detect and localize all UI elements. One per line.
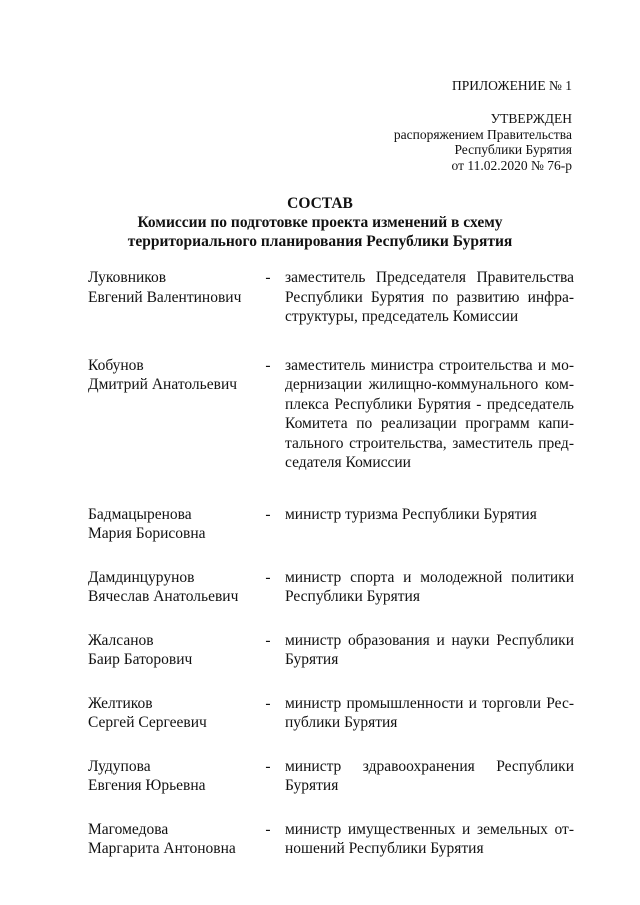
member-dash: - xyxy=(265,820,271,838)
member-surname: Желтиков xyxy=(88,694,153,712)
member-entry xyxy=(88,568,574,607)
member-given-name: Евгения Юрьевна xyxy=(88,777,206,794)
member-role: министр спорта и молодежной политики Республики Бурятия xyxy=(285,568,574,605)
member-entry xyxy=(88,757,574,796)
member-surname: Дамдинцурунов xyxy=(88,568,195,586)
member-name xyxy=(88,820,251,859)
member-dash: - xyxy=(265,631,271,649)
member-given-name: Мария Борисовна xyxy=(88,525,206,542)
document-title: СОСТАВ xyxy=(287,195,353,212)
member-dash: - xyxy=(265,757,271,775)
document-subtitle-line: Комиссии по подготовке проекта изменений в схему xyxy=(137,214,503,231)
member-dash: - xyxy=(265,694,271,712)
member-entry xyxy=(88,694,574,733)
approved-line: УТВЕРЖДЕН xyxy=(490,111,572,126)
member-given-name: Маргарита Антоновна xyxy=(88,840,236,857)
member-entry xyxy=(88,268,574,327)
member-surname: Луковников xyxy=(88,269,167,286)
approved-line: от 11.02.2020 № 76-р xyxy=(451,157,572,173)
member-dash: - xyxy=(265,356,271,374)
member-given-name: Сергей Сергеевич xyxy=(88,714,207,731)
approved-line: Республики Бурятия xyxy=(454,142,572,157)
member-dash: - xyxy=(265,269,271,286)
member-name xyxy=(88,631,251,670)
member-entry xyxy=(88,631,574,670)
member-name xyxy=(88,568,251,607)
member-name xyxy=(88,268,251,307)
member-surname: Кобунов xyxy=(88,356,144,374)
member-name xyxy=(88,757,251,796)
member-role: заместитель Председателя Правительства Республики Бурятия по развитию инфраструктуры, председатель Комиссии xyxy=(285,269,574,325)
member-role: министр промышленности и торговли Республики Бурятия xyxy=(285,694,574,731)
approval-stamp xyxy=(394,111,572,173)
member-surname: Магомедова xyxy=(88,820,169,838)
member-surname: Бадмацыренова xyxy=(88,505,192,523)
member-dash: - xyxy=(265,568,271,586)
appendix-label: ПРИЛОЖЕНИЕ № 1 xyxy=(451,78,572,93)
member-given-name: Дмитрий Анатольевич xyxy=(88,376,238,393)
member-surname: Жалсанов xyxy=(88,631,154,649)
document-heading xyxy=(0,194,640,251)
approved-line: распоряжением Правительства xyxy=(393,126,572,142)
member-role: министр образования и науки Республики Бурятия xyxy=(285,631,574,668)
member-entry xyxy=(88,820,574,859)
member-surname: Лудупова xyxy=(88,757,151,775)
member-name xyxy=(88,356,251,395)
member-role: министр здравоохранения Республики Бурятия xyxy=(285,757,574,794)
members-list xyxy=(88,268,574,859)
document-subtitle-line: территориального планирования Республики Бурятия xyxy=(127,233,513,250)
member-dash: - xyxy=(265,505,271,523)
member-role: заместитель министра строительства и модернизации жилищно-коммунального комплекса Республики Бурятия - председатель Комитета по реализации программ капитального строительства, заместитель председателя Комиссии xyxy=(285,356,574,471)
member-name xyxy=(88,505,251,544)
member-given-name: Вячеслав Анатольевич xyxy=(88,588,239,605)
member-role: министр туризма Республики Бурятия xyxy=(285,505,537,523)
member-entry xyxy=(88,505,574,544)
member-given-name: Баир Баторович xyxy=(88,651,193,668)
member-entry xyxy=(88,356,574,473)
member-role: министр имущественных и земельных отношений Республики Бурятия xyxy=(285,820,574,857)
member-given-name: Евгений Валентинович xyxy=(88,288,242,306)
member-name xyxy=(88,694,251,733)
